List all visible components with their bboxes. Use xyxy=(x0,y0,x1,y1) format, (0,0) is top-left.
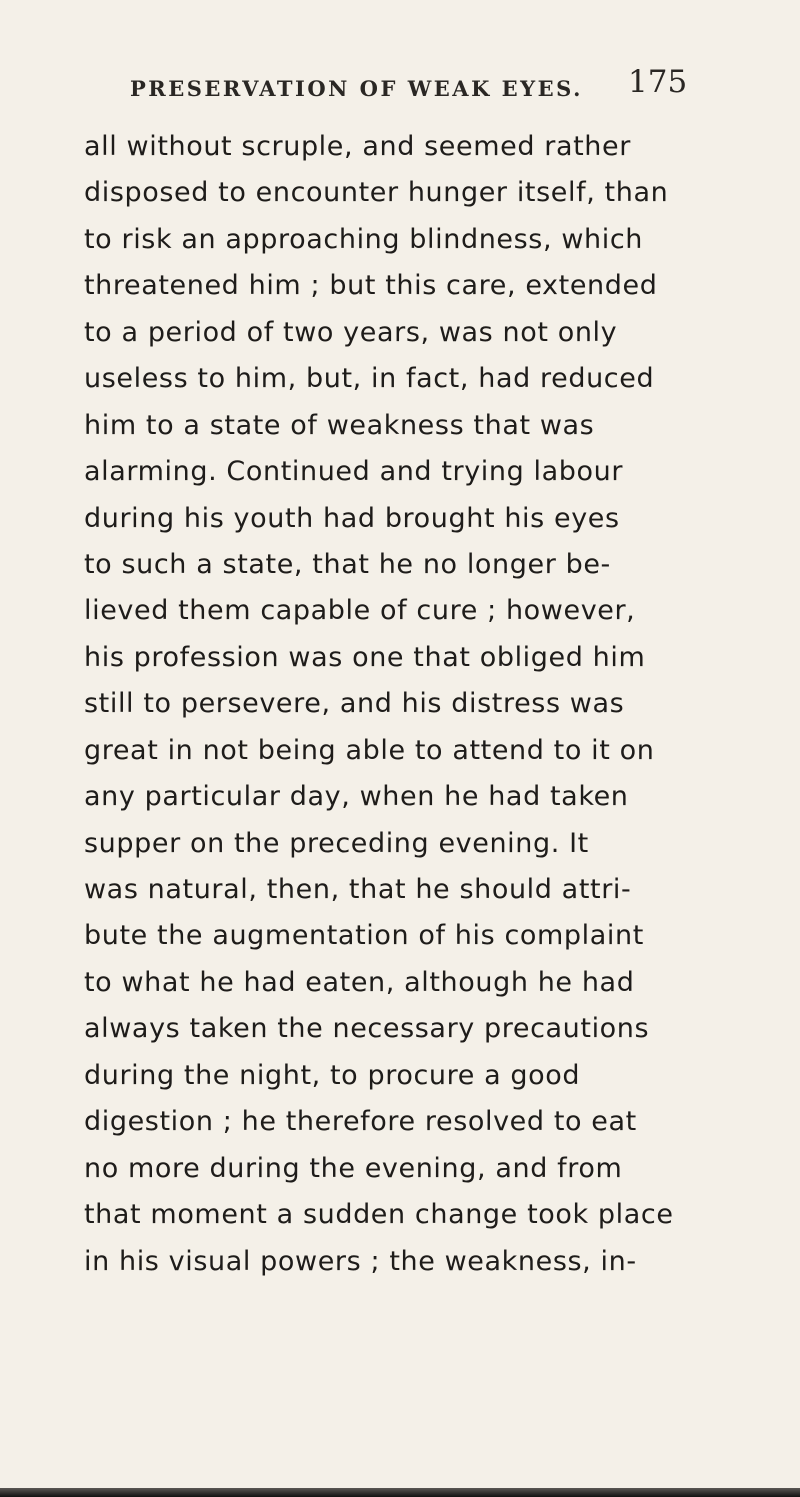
text-line: all without scruple, and seemed rather xyxy=(84,131,631,162)
text-line: no more during the evening, and from xyxy=(84,1152,623,1184)
bottom-edge-shadow xyxy=(0,1488,800,1497)
text-line: was natural, then, that he should attri- xyxy=(84,874,632,905)
body-text xyxy=(84,124,744,1285)
text-line: bute the augmentation of his complaint xyxy=(84,920,644,952)
running-title: PRESERVATION OF WEAK EYES. xyxy=(130,76,583,101)
text-line: threatened him ; but this care, extended xyxy=(84,270,658,302)
text-line: to risk an approaching blindness, which xyxy=(84,223,643,255)
text-line: useless to him, but, in fact, had reduced xyxy=(84,363,655,395)
running-head xyxy=(130,64,690,114)
text-line: him to a state of weakness that was xyxy=(84,409,595,441)
text-line: during the night, to procure a good xyxy=(84,1059,581,1091)
text-line: supper on the preceding evening. It xyxy=(84,827,589,859)
text-line: digestion ; he therefore resolved to eat xyxy=(84,1106,637,1138)
text-line: to what he had eaten, although he had xyxy=(84,966,635,998)
text-line: in his visual powers ; the weakness, in- xyxy=(84,1245,637,1277)
text-line: to such a state, that he no longer be- xyxy=(84,548,611,580)
text-line: during his youth had brought his eyes xyxy=(84,502,620,534)
text-line: still to persevere, and his distress was xyxy=(84,688,625,720)
text-line: lieved them capable of cure ; however, xyxy=(84,595,636,627)
text-line: disposed to encounter hunger itself, than xyxy=(84,177,669,209)
text-line: always taken the necessary precautions xyxy=(84,1013,650,1045)
text-line: that moment a sudden change took place xyxy=(84,1199,674,1231)
text-line: to a period of two years, was not only xyxy=(84,316,618,348)
text-line: great in not being able to attend to it on xyxy=(84,734,655,766)
page-number: 175 xyxy=(628,64,688,100)
text-line: his profession was one that obliged him xyxy=(84,641,646,673)
text-line: alarming. Continued and trying labour xyxy=(84,456,624,488)
text-line: any particular day, when he had taken xyxy=(84,781,629,813)
